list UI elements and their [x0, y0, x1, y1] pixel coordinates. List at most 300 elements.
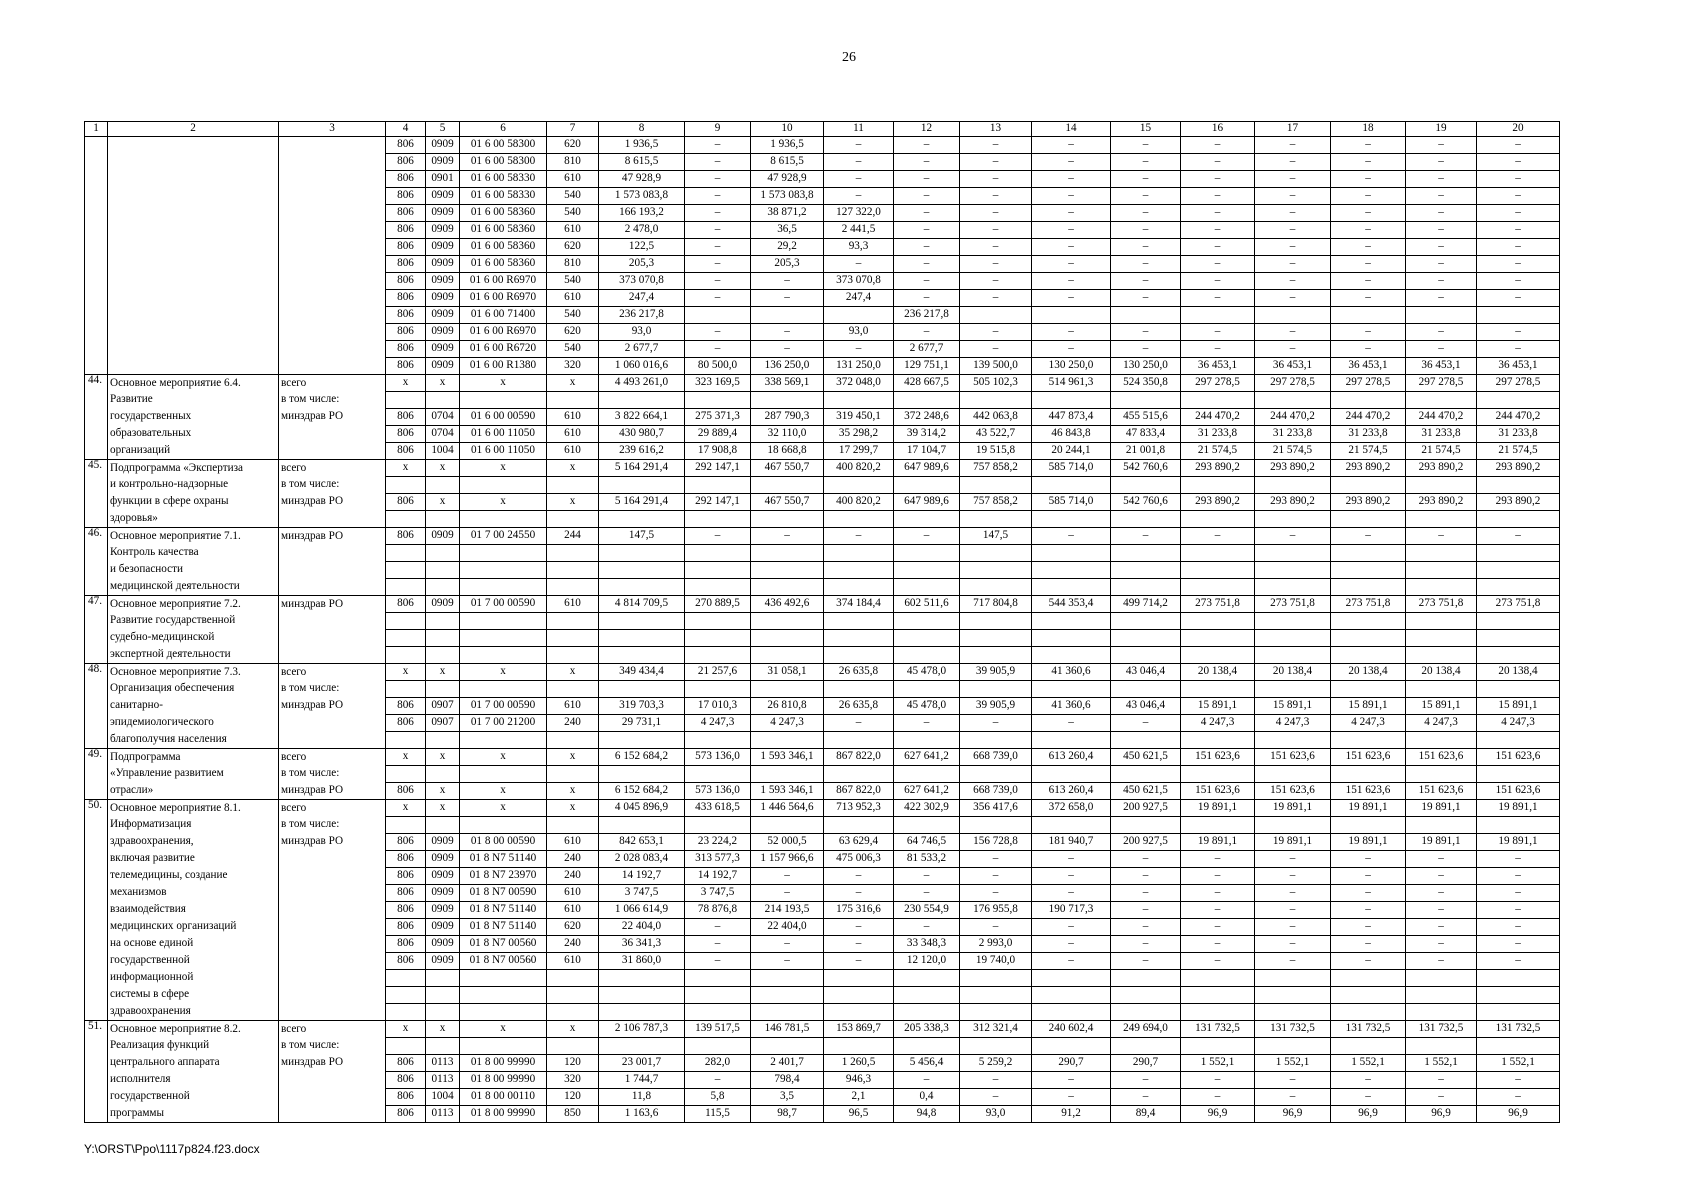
table-cell-col-18: 96,9 [1331, 1106, 1406, 1123]
table-cell-col-18: – [1331, 171, 1406, 188]
table-cell-col-10 [751, 970, 824, 987]
table-cell-col-12: – [894, 528, 960, 545]
table-cell-col-8 [599, 392, 685, 409]
table-cell-col-16 [1181, 392, 1255, 409]
table-row [85, 273, 1560, 290]
table-cell-col-8: 14 192,7 [599, 868, 685, 885]
table-cell-col-15 [1111, 766, 1181, 783]
table-cell-col-14: – [1032, 1089, 1111, 1106]
table-cell-col-2: здоровья» [108, 511, 279, 528]
table-cell-col-19: 19 891,1 [1406, 834, 1477, 851]
table-cell-col-18: 15 891,1 [1331, 698, 1406, 715]
table-cell-col-5: 0909 [426, 851, 460, 868]
table-cell-col-1 [85, 1106, 108, 1123]
table-cell-col-9: – [685, 188, 751, 205]
table-cell-col-17: – [1255, 902, 1331, 919]
table-cell-col-4 [386, 579, 426, 596]
table-cell-col-18 [1331, 545, 1406, 562]
table-cell-col-13 [960, 681, 1032, 698]
table-cell-col-12 [894, 732, 960, 749]
header-cell: 15 [1111, 122, 1181, 137]
table-cell-col-4 [386, 970, 426, 987]
header-cell: 9 [685, 122, 751, 137]
table-cell-col-14: 585 714,0 [1032, 460, 1111, 477]
table-cell-col-12: – [894, 290, 960, 307]
table-cell-col-14: – [1032, 715, 1111, 732]
table-cell-col-8: 5 164 291,4 [599, 460, 685, 477]
table-cell-col-13 [960, 545, 1032, 562]
table-cell-col-20: 1 552,1 [1477, 1055, 1560, 1072]
header-cell: 5 [426, 122, 460, 137]
table-cell-col-19: 36 453,1 [1406, 358, 1477, 375]
table-cell-col-16: – [1181, 239, 1255, 256]
table-cell-col-3: в том числе: [279, 392, 386, 409]
table-cell-col-7: 320 [547, 358, 599, 375]
table-cell-col-14 [1032, 562, 1111, 579]
table-cell-col-10 [751, 1004, 824, 1021]
table-cell-col-1 [85, 970, 108, 987]
table-cell-col-5: 0704 [426, 409, 460, 426]
table-cell-col-16: – [1181, 324, 1255, 341]
table-cell-col-3 [279, 732, 386, 749]
table-cell-col-2 [108, 171, 279, 188]
table-cell-col-8 [599, 817, 685, 834]
table-cell-col-3: в том числе: [279, 766, 386, 783]
table-cell-col-9: – [685, 171, 751, 188]
table-cell-col-9 [685, 1038, 751, 1055]
table-cell-col-12: 627 641,2 [894, 783, 960, 800]
table-cell-col-9 [685, 579, 751, 596]
table-cell-col-1 [85, 239, 108, 256]
table-cell-col-1: 51. [85, 1021, 108, 1038]
table-cell-col-7: 610 [547, 596, 599, 613]
table-cell-col-13: 757 858,2 [960, 494, 1032, 511]
table-cell-col-3 [279, 1106, 386, 1123]
table-cell-col-7: 610 [547, 834, 599, 851]
table-cell-col-11: – [824, 528, 894, 545]
table-cell-col-17: 293 890,2 [1255, 460, 1331, 477]
table-cell-col-10: 467 550,7 [751, 494, 824, 511]
table-cell-col-12: 45 478,0 [894, 664, 960, 681]
table-cell-col-10 [751, 1038, 824, 1055]
table-row [85, 1021, 1560, 1038]
table-cell-col-18: – [1331, 205, 1406, 222]
table-cell-col-4: 806 [386, 528, 426, 545]
table-cell-col-3 [279, 953, 386, 970]
table-cell-col-18: – [1331, 188, 1406, 205]
table-row [85, 953, 1560, 970]
table-cell-col-6: х [460, 664, 547, 681]
table-cell-col-10: – [751, 290, 824, 307]
table-cell-col-3 [279, 171, 386, 188]
table-cell-col-20: – [1477, 885, 1560, 902]
table-cell-col-8: 8 615,5 [599, 154, 685, 171]
table-cell-col-7: 540 [547, 188, 599, 205]
table-cell-col-11 [824, 970, 894, 987]
table-cell-col-11: – [824, 919, 894, 936]
table-cell-col-3 [279, 324, 386, 341]
table-cell-col-1 [85, 358, 108, 375]
table-cell-col-11 [824, 579, 894, 596]
table-cell-col-3 [279, 1072, 386, 1089]
table-cell-col-14: 41 360,6 [1032, 664, 1111, 681]
table-cell-col-16: – [1181, 919, 1255, 936]
table-cell-col-7 [547, 613, 599, 630]
table-cell-col-18 [1331, 392, 1406, 409]
table-cell-col-13 [960, 392, 1032, 409]
table-cell-col-1 [85, 562, 108, 579]
table-row [85, 409, 1560, 426]
table-cell-col-4: 806 [386, 1055, 426, 1072]
table-cell-col-4: 806 [386, 188, 426, 205]
table-row [85, 749, 1560, 766]
table-cell-col-3 [279, 647, 386, 664]
table-cell-col-16: 31 233,8 [1181, 426, 1255, 443]
table-row [85, 137, 1560, 154]
table-cell-col-1 [85, 290, 108, 307]
table-cell-col-15: – [1111, 902, 1181, 919]
table-cell-col-17: 19 891,1 [1255, 800, 1331, 817]
table-cell-col-8 [599, 1038, 685, 1055]
table-cell-col-19 [1406, 307, 1477, 324]
table-cell-col-15: – [1111, 936, 1181, 953]
table-cell-col-5 [426, 613, 460, 630]
table-cell-col-9 [685, 392, 751, 409]
table-cell-col-20: – [1477, 171, 1560, 188]
table-cell-col-13 [960, 987, 1032, 1004]
table-cell-col-6: 01 6 00 R6970 [460, 324, 547, 341]
table-cell-col-20 [1477, 647, 1560, 664]
table-cell-col-1 [85, 409, 108, 426]
table-cell-col-10 [751, 732, 824, 749]
table-cell-col-17: 293 890,2 [1255, 494, 1331, 511]
table-cell-col-13: 39 905,9 [960, 698, 1032, 715]
table-row [85, 664, 1560, 681]
table-cell-col-3: всего [279, 800, 386, 817]
table-cell-col-18: 293 890,2 [1331, 460, 1406, 477]
table-cell-col-11: – [824, 885, 894, 902]
table-cell-col-3: минздрав РО [279, 698, 386, 715]
table-cell-col-14: – [1032, 256, 1111, 273]
table-cell-col-3 [279, 307, 386, 324]
table-cell-col-17: 131 732,5 [1255, 1021, 1331, 1038]
table-cell-col-17 [1255, 307, 1331, 324]
table-cell-col-20: 293 890,2 [1477, 460, 1560, 477]
table-row [85, 443, 1560, 460]
table-cell-col-7: х [547, 460, 599, 477]
table-cell-col-6 [460, 392, 547, 409]
table-cell-col-14: – [1032, 205, 1111, 222]
table-cell-col-8: 5 164 291,4 [599, 494, 685, 511]
table-cell-col-7 [547, 1004, 599, 1021]
table-cell-col-15: 455 515,6 [1111, 409, 1181, 426]
table-cell-col-4: 806 [386, 834, 426, 851]
table-cell-col-5: 0909 [426, 834, 460, 851]
table-cell-col-8: 842 653,1 [599, 834, 685, 851]
table-cell-col-3: минздрав РО [279, 1055, 386, 1072]
table-cell-col-5: 0907 [426, 715, 460, 732]
table-cell-col-4: 806 [386, 885, 426, 902]
table-cell-col-19 [1406, 613, 1477, 630]
table-cell-col-15: – [1111, 885, 1181, 902]
table-cell-col-2: государственной [108, 1089, 279, 1106]
table-cell-col-19 [1406, 1004, 1477, 1021]
table-cell-col-7: 540 [547, 273, 599, 290]
table-cell-col-7: 610 [547, 222, 599, 239]
table-cell-col-7: 620 [547, 239, 599, 256]
header-cell: 11 [824, 122, 894, 137]
table-cell-col-11: 131 250,0 [824, 358, 894, 375]
table-cell-col-11 [824, 681, 894, 698]
table-cell-col-9 [685, 545, 751, 562]
table-cell-col-4 [386, 766, 426, 783]
table-cell-col-6: х [460, 460, 547, 477]
table-row [85, 392, 1560, 409]
table-cell-col-2: включая развитие [108, 851, 279, 868]
table-cell-col-15: – [1111, 851, 1181, 868]
table-cell-col-17 [1255, 987, 1331, 1004]
table-cell-col-7 [547, 732, 599, 749]
table-cell-col-18: – [1331, 256, 1406, 273]
table-cell-col-18: 36 453,1 [1331, 358, 1406, 375]
table-cell-col-10: 38 871,2 [751, 205, 824, 222]
table-cell-col-2: государственных [108, 409, 279, 426]
table-cell-col-8: 430 980,7 [599, 426, 685, 443]
table-cell-col-20: – [1477, 919, 1560, 936]
table-cell-col-4: 806 [386, 290, 426, 307]
table-cell-col-17: – [1255, 154, 1331, 171]
table-cell-col-4: 806 [386, 273, 426, 290]
table-cell-col-20 [1477, 613, 1560, 630]
table-cell-col-2 [108, 341, 279, 358]
table-cell-col-15: 43 046,4 [1111, 664, 1181, 681]
table-cell-col-13: 43 522,7 [960, 426, 1032, 443]
table-cell-col-7 [547, 1038, 599, 1055]
table-cell-col-3: минздрав РО [279, 834, 386, 851]
table-cell-col-8: 1 163,6 [599, 1106, 685, 1123]
table-cell-col-13 [960, 579, 1032, 596]
table-cell-col-2: исполнителя [108, 1072, 279, 1089]
table-cell-col-20: – [1477, 137, 1560, 154]
table-cell-col-6 [460, 630, 547, 647]
table-cell-col-6 [460, 545, 547, 562]
table-cell-col-15 [1111, 511, 1181, 528]
table-cell-col-5: 1004 [426, 443, 460, 460]
table-cell-col-13: 139 500,0 [960, 358, 1032, 375]
table-cell-col-2: санитарно- [108, 698, 279, 715]
table-cell-col-14 [1032, 1038, 1111, 1055]
table-cell-col-15: 290,7 [1111, 1055, 1181, 1072]
table-cell-col-15: 450 621,5 [1111, 749, 1181, 766]
table-cell-col-20: – [1477, 205, 1560, 222]
table-cell-col-14: 41 360,6 [1032, 698, 1111, 715]
table-cell-col-6: 01 6 00 00590 [460, 409, 547, 426]
table-cell-col-15: 89,4 [1111, 1106, 1181, 1123]
table-cell-col-18: – [1331, 273, 1406, 290]
table-cell-col-8: 247,4 [599, 290, 685, 307]
table-cell-col-14 [1032, 630, 1111, 647]
table-cell-col-5: 0113 [426, 1072, 460, 1089]
table-cell-col-15: 542 760,6 [1111, 460, 1181, 477]
table-cell-col-20 [1477, 987, 1560, 1004]
table-cell-col-14: – [1032, 341, 1111, 358]
table-cell-col-19 [1406, 545, 1477, 562]
table-cell-col-12: 12 120,0 [894, 953, 960, 970]
table-cell-col-11: 374 184,4 [824, 596, 894, 613]
table-cell-col-16: – [1181, 902, 1255, 919]
table-cell-col-8: 3 822 664,1 [599, 409, 685, 426]
table-cell-col-10: 338 569,1 [751, 375, 824, 392]
table-row [85, 460, 1560, 477]
header-cell: 2 [108, 122, 279, 137]
table-cell-col-18 [1331, 562, 1406, 579]
table-cell-col-15: 542 760,6 [1111, 494, 1181, 511]
table-cell-col-11: – [824, 188, 894, 205]
table-cell-col-12: 0,4 [894, 1089, 960, 1106]
table-cell-col-6: 01 8 00 00110 [460, 1089, 547, 1106]
table-cell-col-15: – [1111, 324, 1181, 341]
table-cell-col-11: 946,3 [824, 1072, 894, 1089]
table-cell-col-11 [824, 477, 894, 494]
table-cell-col-20: – [1477, 154, 1560, 171]
table-cell-col-7 [547, 392, 599, 409]
table-cell-col-3 [279, 205, 386, 222]
table-cell-col-3 [279, 579, 386, 596]
table-cell-col-10: 467 550,7 [751, 460, 824, 477]
table-cell-col-2: судебно-медицинской [108, 630, 279, 647]
table-cell-col-7: 810 [547, 256, 599, 273]
table-cell-col-19 [1406, 732, 1477, 749]
table-cell-col-18 [1331, 1038, 1406, 1055]
table-cell-col-17: – [1255, 188, 1331, 205]
table-cell-col-9: – [685, 919, 751, 936]
table-cell-col-6: 01 7 00 21200 [460, 715, 547, 732]
table-cell-col-15: – [1111, 290, 1181, 307]
table-cell-col-4 [386, 477, 426, 494]
table-cell-col-15 [1111, 681, 1181, 698]
table-cell-col-10: – [751, 324, 824, 341]
table-cell-col-6: 01 6 00 58360 [460, 239, 547, 256]
table-cell-col-18 [1331, 630, 1406, 647]
table-cell-col-18 [1331, 477, 1406, 494]
table-cell-col-16 [1181, 613, 1255, 630]
table-cell-col-10 [751, 511, 824, 528]
table-cell-col-13: 356 417,6 [960, 800, 1032, 817]
table-cell-col-9 [685, 630, 751, 647]
table-cell-col-8: 122,5 [599, 239, 685, 256]
table-cell-col-14: – [1032, 1072, 1111, 1089]
table-cell-col-16: – [1181, 1072, 1255, 1089]
table-cell-col-18: – [1331, 239, 1406, 256]
table-cell-col-18: 244 470,2 [1331, 409, 1406, 426]
table-cell-col-4: 806 [386, 358, 426, 375]
table-cell-col-8 [599, 630, 685, 647]
table-row [85, 494, 1560, 511]
table-cell-col-9: – [685, 528, 751, 545]
table-cell-col-11: – [824, 936, 894, 953]
table-cell-col-9: 313 577,3 [685, 851, 751, 868]
table-cell-col-5: х [426, 460, 460, 477]
table-cell-col-2 [108, 256, 279, 273]
table-cell-col-3 [279, 613, 386, 630]
table-cell-col-19: – [1406, 528, 1477, 545]
page-number: 26 [842, 50, 856, 65]
table-cell-col-7: 244 [547, 528, 599, 545]
table-cell-col-11: 867 822,0 [824, 783, 894, 800]
table-cell-col-19: 151 623,6 [1406, 783, 1477, 800]
table-cell-col-18: – [1331, 868, 1406, 885]
table-cell-col-11: – [824, 137, 894, 154]
table-cell-col-18 [1331, 647, 1406, 664]
table-cell-col-5: 0909 [426, 239, 460, 256]
table-cell-col-1 [85, 902, 108, 919]
table-cell-col-6 [460, 562, 547, 579]
table-cell-col-2: и безопасности [108, 562, 279, 579]
table-cell-col-14 [1032, 647, 1111, 664]
table-cell-col-8 [599, 766, 685, 783]
table-cell-col-19: – [1406, 205, 1477, 222]
table-cell-col-10 [751, 477, 824, 494]
table-cell-col-2: здравоохранения, [108, 834, 279, 851]
table-cell-col-20 [1477, 970, 1560, 987]
table-cell-col-3 [279, 1004, 386, 1021]
table-cell-col-19 [1406, 630, 1477, 647]
table-cell-col-2: механизмов [108, 885, 279, 902]
header-cell: 14 [1032, 122, 1111, 137]
table-cell-col-11 [824, 1038, 894, 1055]
table-cell-col-17: – [1255, 341, 1331, 358]
table-cell-col-15: 524 350,8 [1111, 375, 1181, 392]
table-cell-col-18 [1331, 817, 1406, 834]
table-cell-col-13: 147,5 [960, 528, 1032, 545]
table-cell-col-19: 131 732,5 [1406, 1021, 1477, 1038]
table-cell-col-12: – [894, 154, 960, 171]
table-cell-col-13: 442 063,8 [960, 409, 1032, 426]
table-cell-col-8: 1 066 614,9 [599, 902, 685, 919]
table-cell-col-2 [108, 222, 279, 239]
table-cell-col-11 [824, 511, 894, 528]
table-cell-col-16: – [1181, 936, 1255, 953]
table-cell-col-13: 156 728,8 [960, 834, 1032, 851]
table-cell-col-4: 806 [386, 443, 426, 460]
table-cell-col-14 [1032, 545, 1111, 562]
table-row [85, 834, 1560, 851]
table-cell-col-6 [460, 817, 547, 834]
table-cell-col-5 [426, 970, 460, 987]
table-cell-col-11: 400 820,2 [824, 494, 894, 511]
table-cell-col-4: 806 [386, 1089, 426, 1106]
table-row [85, 613, 1560, 630]
table-cell-col-3 [279, 358, 386, 375]
table-cell-col-3 [279, 851, 386, 868]
table-cell-col-14: – [1032, 222, 1111, 239]
table-cell-col-18: 273 751,8 [1331, 596, 1406, 613]
table-cell-col-18: 19 891,1 [1331, 800, 1406, 817]
table-cell-col-18: – [1331, 290, 1406, 307]
table-cell-col-5 [426, 477, 460, 494]
table-cell-col-1 [85, 392, 108, 409]
table-cell-col-2: телемедицины, создание [108, 868, 279, 885]
table-cell-col-7 [547, 562, 599, 579]
table-cell-col-18: – [1331, 1089, 1406, 1106]
table-cell-col-12: – [894, 273, 960, 290]
table-cell-col-15: – [1111, 715, 1181, 732]
table-cell-col-4: 806 [386, 851, 426, 868]
table-cell-col-4 [386, 987, 426, 1004]
table-cell-col-20: – [1477, 953, 1560, 970]
table-cell-col-17 [1255, 766, 1331, 783]
table-cell-col-1 [85, 511, 108, 528]
